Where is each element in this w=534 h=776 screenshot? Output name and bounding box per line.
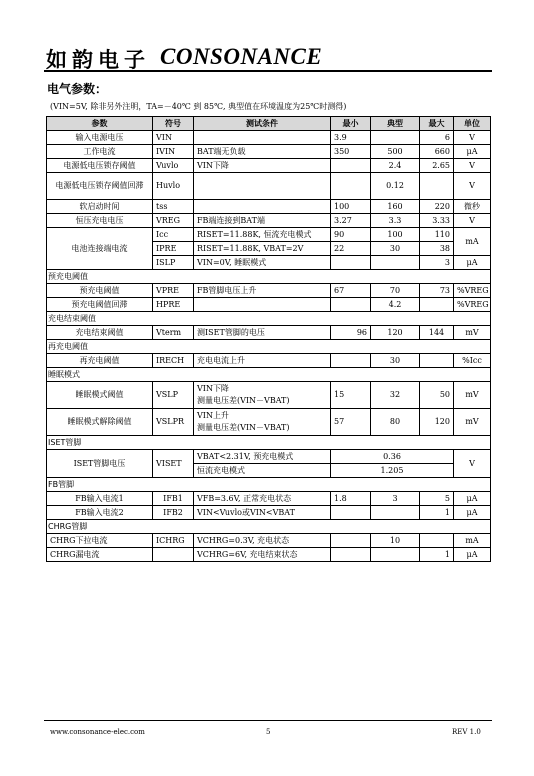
min-cell: 15 (331, 382, 371, 409)
condition-line: VIN下降 (197, 384, 229, 393)
typ-cell (371, 131, 420, 145)
table-row (47, 326, 491, 340)
table-row (47, 382, 491, 409)
typ-cell: 4.2 (371, 298, 420, 312)
table-row (47, 450, 491, 464)
min-cell (331, 506, 371, 520)
typ-cell: 30 (371, 354, 420, 368)
unit-cell: V (454, 450, 491, 478)
param-cell: 充电结束阈值 (47, 326, 153, 340)
min-cell: 3.27 (331, 214, 371, 228)
condition-cell: FB端连接到BAT端 (194, 214, 331, 228)
param-cell: FB输入电流1 (47, 492, 153, 506)
typ-cell: 120 (371, 326, 420, 340)
condition-cell (194, 131, 331, 145)
table-row (47, 298, 491, 312)
table-row (47, 131, 491, 145)
condition-cell: 测ISET管脚的电压 (194, 326, 331, 340)
param-cell: 电源低电压锁存阈值回滞 (47, 173, 153, 200)
min-cell: 57 (331, 409, 371, 436)
table-row (47, 228, 491, 242)
unit-cell: %Icc (454, 354, 491, 368)
brand-en: CONSONANCE (160, 44, 323, 69)
symbol-cell: IRECH (153, 354, 194, 368)
min-cell (331, 548, 371, 562)
table-row (47, 354, 491, 368)
group-row (47, 312, 491, 326)
min-cell (331, 256, 371, 270)
condition-line: VIN上升 (197, 411, 229, 420)
unit-cell: V (454, 131, 491, 145)
min-cell: 1.8 (331, 492, 371, 506)
symbol-cell: IFB2 (153, 506, 194, 520)
typ-cell: 3 (371, 492, 420, 506)
col-header: 最大 (420, 117, 454, 131)
min-cell: 350 (331, 145, 371, 159)
param-cell: 软启动时间 (47, 200, 153, 214)
param-cell: 工作电流 (47, 145, 153, 159)
table-row (47, 284, 491, 298)
param-cell: FB输入电流2 (47, 506, 153, 520)
table-row (47, 159, 491, 173)
typ-cell (371, 256, 420, 270)
param-cell: 再充电阈值 (47, 354, 153, 368)
symbol-cell: Huvlo (153, 173, 194, 200)
max-cell: 50 (420, 382, 454, 409)
condition-cell (194, 382, 331, 409)
page-number: 5 (266, 728, 271, 736)
min-cell: 3.9 (331, 131, 371, 145)
group-row (47, 368, 491, 382)
electrical-parameters-table (46, 116, 491, 562)
param-cell: 电源低电压锁存阈值 (47, 159, 153, 173)
symbol-cell: Vterm (153, 326, 194, 340)
min-cell (331, 173, 371, 200)
unit-cell: 微秒 (454, 200, 491, 214)
max-cell: 5 (420, 492, 454, 506)
max-cell: 660 (420, 145, 454, 159)
param-cell: 睡眠模式解除阈值 (47, 409, 153, 436)
header-rule (44, 70, 492, 72)
symbol-cell: Icc (153, 228, 194, 242)
unit-cell: V (454, 173, 491, 200)
unit-cell: mV (454, 409, 491, 436)
unit-cell: μA (454, 548, 491, 562)
max-cell: 220 (420, 200, 454, 214)
unit-cell: μA (454, 145, 491, 159)
condition-cell (194, 173, 331, 200)
unit-cell: %VREG (454, 298, 491, 312)
min-cell (331, 354, 371, 368)
group-row (47, 340, 491, 354)
table-header-row (47, 117, 491, 131)
typ-cell: 80 (371, 409, 420, 436)
col-header: 典型 (371, 117, 420, 131)
table-row (47, 506, 491, 520)
max-cell (420, 298, 454, 312)
revision: REV 1.0 (452, 728, 481, 736)
condition-cell: VIN=0V, 睡眠模式 (194, 256, 331, 270)
min-cell (331, 534, 371, 548)
typ-cell: 0.12 (371, 173, 420, 200)
condition-cell: 恒流充电模式 (194, 464, 331, 478)
symbol-cell: VPRE (153, 284, 194, 298)
unit-cell: μA (454, 492, 491, 506)
param-cell: 睡眠模式阈值 (47, 382, 153, 409)
unit-cell: mV (454, 326, 491, 340)
conditions-note: (VIN=5V, 除非另外注明，TA=－40℃ 到 85℃, 典型值在环境温度为25℃时测得) (50, 102, 347, 111)
unit-cell: V (454, 159, 491, 173)
table-row (47, 492, 491, 506)
symbol-cell: VSLPR (153, 409, 194, 436)
col-header: 最小 (331, 117, 371, 131)
typ-cell: 1.205 (331, 464, 454, 478)
min-cell: 100 (331, 200, 371, 214)
header (44, 44, 492, 72)
typ-cell: 10 (371, 534, 420, 548)
col-header: 测试条件 (194, 117, 331, 131)
max-cell (420, 354, 454, 368)
min-cell: 22 (331, 242, 371, 256)
symbol-cell: VIN (153, 131, 194, 145)
group-row (47, 436, 491, 450)
table-row (47, 548, 491, 562)
condition-cell (194, 409, 331, 436)
max-cell: 120 (420, 409, 454, 436)
symbol-cell: Vuvlo (153, 159, 194, 173)
unit-cell: V (454, 214, 491, 228)
condition-line: 测量电压差(VIN－VBAT) (197, 396, 290, 405)
symbol-cell: VREG (153, 214, 194, 228)
table-row (47, 173, 491, 200)
condition-cell: VBAT<2.31V, 预充电模式 (194, 450, 331, 464)
group-row (47, 520, 491, 534)
footer-website: www.consonance-elec.com (50, 728, 145, 736)
max-cell: 110 (420, 228, 454, 242)
typ-cell: 70 (371, 284, 420, 298)
param-cell: 输入电源电压 (47, 131, 153, 145)
max-cell: 3 (420, 256, 454, 270)
col-header: 单位 (454, 117, 491, 131)
unit-cell: mA (454, 534, 491, 548)
symbol-cell (153, 548, 194, 562)
unit-cell: %VREG (454, 284, 491, 298)
typ-cell (371, 548, 420, 562)
condition-cell: VFB=3.6V, 正常充电状态 (194, 492, 331, 506)
symbol-cell: VISET (153, 450, 194, 478)
typ-cell: 2.4 (371, 159, 420, 173)
typ-cell (371, 506, 420, 520)
col-header: 参数 (47, 117, 153, 131)
condition-cell (194, 200, 331, 214)
param-cell: 电池连接端电流 (47, 228, 153, 270)
group-label: 再充电阈值 (47, 340, 491, 354)
condition-line: 测量电压差(VIN－VBAT) (197, 423, 290, 432)
typ-cell: 100 (371, 228, 420, 242)
condition-cell: VIN下降 (194, 159, 331, 173)
condition-cell (194, 298, 331, 312)
typ-cell: 30 (371, 242, 420, 256)
max-cell (420, 173, 454, 200)
condition-cell: BAT端无负载 (194, 145, 331, 159)
symbol-cell: ISLP (153, 256, 194, 270)
group-row (47, 478, 491, 492)
col-header: 符号 (153, 117, 194, 131)
param-cell: 预充电阈值回滞 (47, 298, 153, 312)
group-label: ISET管脚 (47, 436, 491, 450)
param-cell: CHRG下拉电流 (47, 534, 153, 548)
symbol-cell: HPRE (153, 298, 194, 312)
symbol-cell: VSLP (153, 382, 194, 409)
condition-cell: FB管脚电压上升 (194, 284, 331, 298)
param-cell: ISET管脚电压 (47, 450, 153, 478)
symbol-cell: tss (153, 200, 194, 214)
symbol-cell: IPRE (153, 242, 194, 256)
max-cell: 1 (420, 506, 454, 520)
min-cell (331, 298, 371, 312)
typ-cell: 32 (371, 382, 420, 409)
max-cell: 1 (420, 548, 454, 562)
max-cell (420, 534, 454, 548)
group-label: 睡眠模式 (47, 368, 491, 382)
table-row (47, 409, 491, 436)
symbol-cell: ICHRG (153, 534, 194, 548)
brand-cn: 如韵电子 (46, 47, 150, 72)
condition-cell: VCHRG=0.3V, 充电状态 (194, 534, 331, 548)
group-label: FB管脚 (47, 478, 491, 492)
table-row (47, 145, 491, 159)
unit-cell: mV (454, 382, 491, 409)
max-cell: 144 (420, 326, 454, 340)
unit-cell: mA (454, 228, 491, 256)
unit-cell: μA (454, 506, 491, 520)
min-cell: 96 (331, 326, 371, 340)
symbol-cell: IFB1 (153, 492, 194, 506)
group-label: 预充电阈值 (47, 270, 491, 284)
min-cell: 67 (331, 284, 371, 298)
typ-cell: 160 (371, 200, 420, 214)
min-cell: 90 (331, 228, 371, 242)
typ-cell: 3.3 (371, 214, 420, 228)
group-row (47, 270, 491, 284)
group-label: CHRG管脚 (47, 520, 491, 534)
footer-rule (44, 720, 492, 721)
param-cell: 预充电阈值 (47, 284, 153, 298)
table-row (47, 534, 491, 548)
condition-cell: VCHRG=6V, 充电结束状态 (194, 548, 331, 562)
typ-cell: 0.36 (331, 450, 454, 464)
min-cell (331, 159, 371, 173)
section-title: 电气参数： (47, 82, 108, 96)
max-cell: 73 (420, 284, 454, 298)
typ-cell: 500 (371, 145, 420, 159)
max-cell: 2.65 (420, 159, 454, 173)
condition-cell: RISET=11.88K, 恒流充电模式 (194, 228, 331, 242)
symbol-cell: IVIN (153, 145, 194, 159)
condition-cell: 充电电流上升 (194, 354, 331, 368)
param-cell: CHRG漏电流 (47, 548, 153, 562)
condition-cell: VIN<Vuvlo或VIN<VBAT (194, 506, 331, 520)
table-row (47, 214, 491, 228)
unit-cell: μA (454, 256, 491, 270)
max-cell: 38 (420, 242, 454, 256)
table-row (47, 200, 491, 214)
condition-cell: RISET=11.88K, VBAT=2V (194, 242, 331, 256)
param-cell: 恒压充电电压 (47, 214, 153, 228)
max-cell: 3.33 (420, 214, 454, 228)
group-label: 充电结束阈值 (47, 312, 491, 326)
max-cell: 6 (420, 131, 454, 145)
